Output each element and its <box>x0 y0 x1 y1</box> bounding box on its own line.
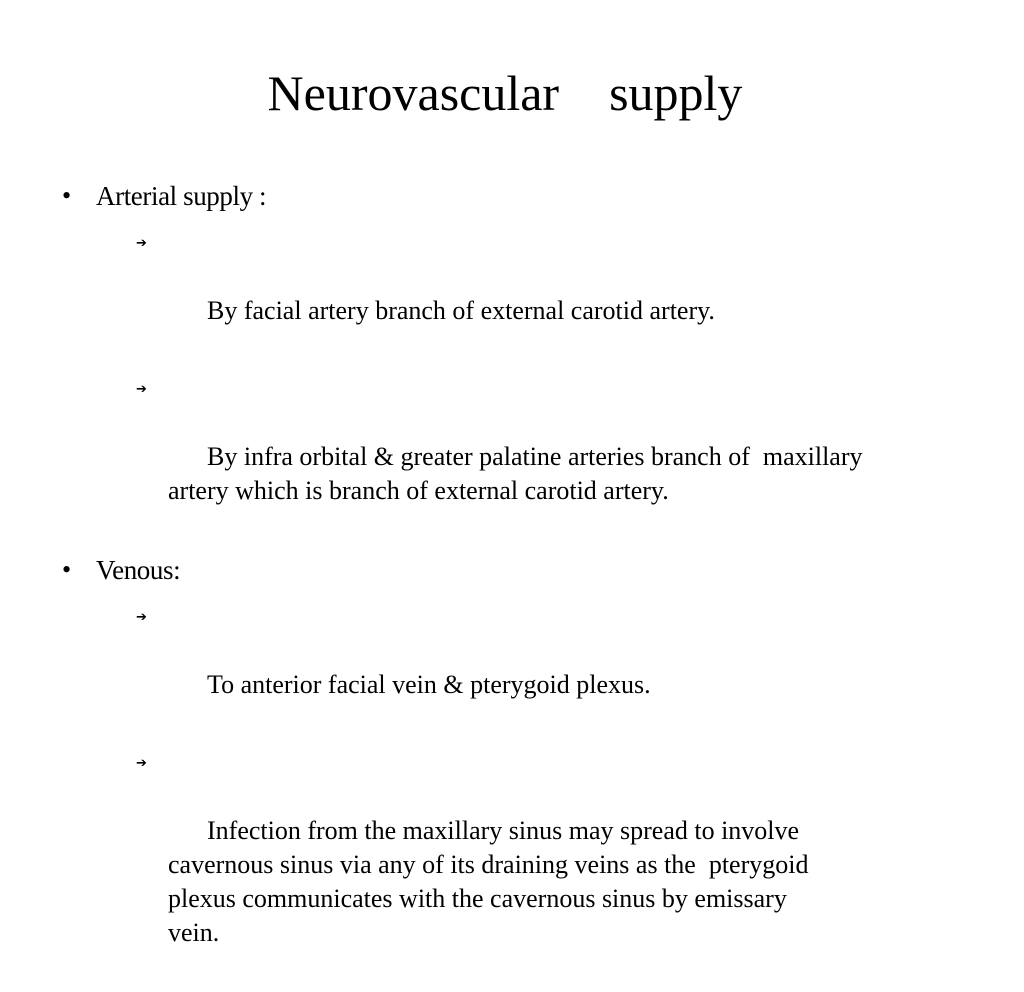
arrow-icon: ➔ <box>136 236 147 251</box>
sub-item-infection-spread <box>60 746 980 984</box>
bullet-arterial-supply <box>60 176 980 216</box>
bullet-label: Venous: <box>96 555 181 585</box>
sub-item-text: By infra orbital & greater palatine arteries branch of maxillary artery which is branch of external carotid artery. <box>168 442 863 505</box>
arrow-icon: ➔ <box>136 756 147 771</box>
bullet-venous <box>60 550 980 590</box>
bullet-dot-icon: • <box>62 555 71 584</box>
sub-item-text: To anterior facial vein & pterygoid plexus. <box>207 670 651 699</box>
slide-title: Neurovascular supply <box>267 65 743 121</box>
sub-item-anterior-facial-vein <box>60 600 980 736</box>
sub-item-text: By facial artery branch of external carotid artery. <box>207 296 715 325</box>
bullet-dot-icon: • <box>62 181 71 210</box>
arrow-icon: ➔ <box>136 382 147 397</box>
slide-content <box>60 176 980 992</box>
arrow-icon: ➔ <box>136 610 147 625</box>
sub-item-infra-orbital <box>60 372 980 542</box>
bullet-label: Arterial supply : <box>96 181 267 211</box>
sub-item-text: Infection from the maxillary sinus may spread to involve cavernous sinus via any of its draining veins as the pterygoid plexus communicates with the cavernous sinus by emissary vein. <box>168 816 809 947</box>
sub-item-facial-artery <box>60 226 980 362</box>
